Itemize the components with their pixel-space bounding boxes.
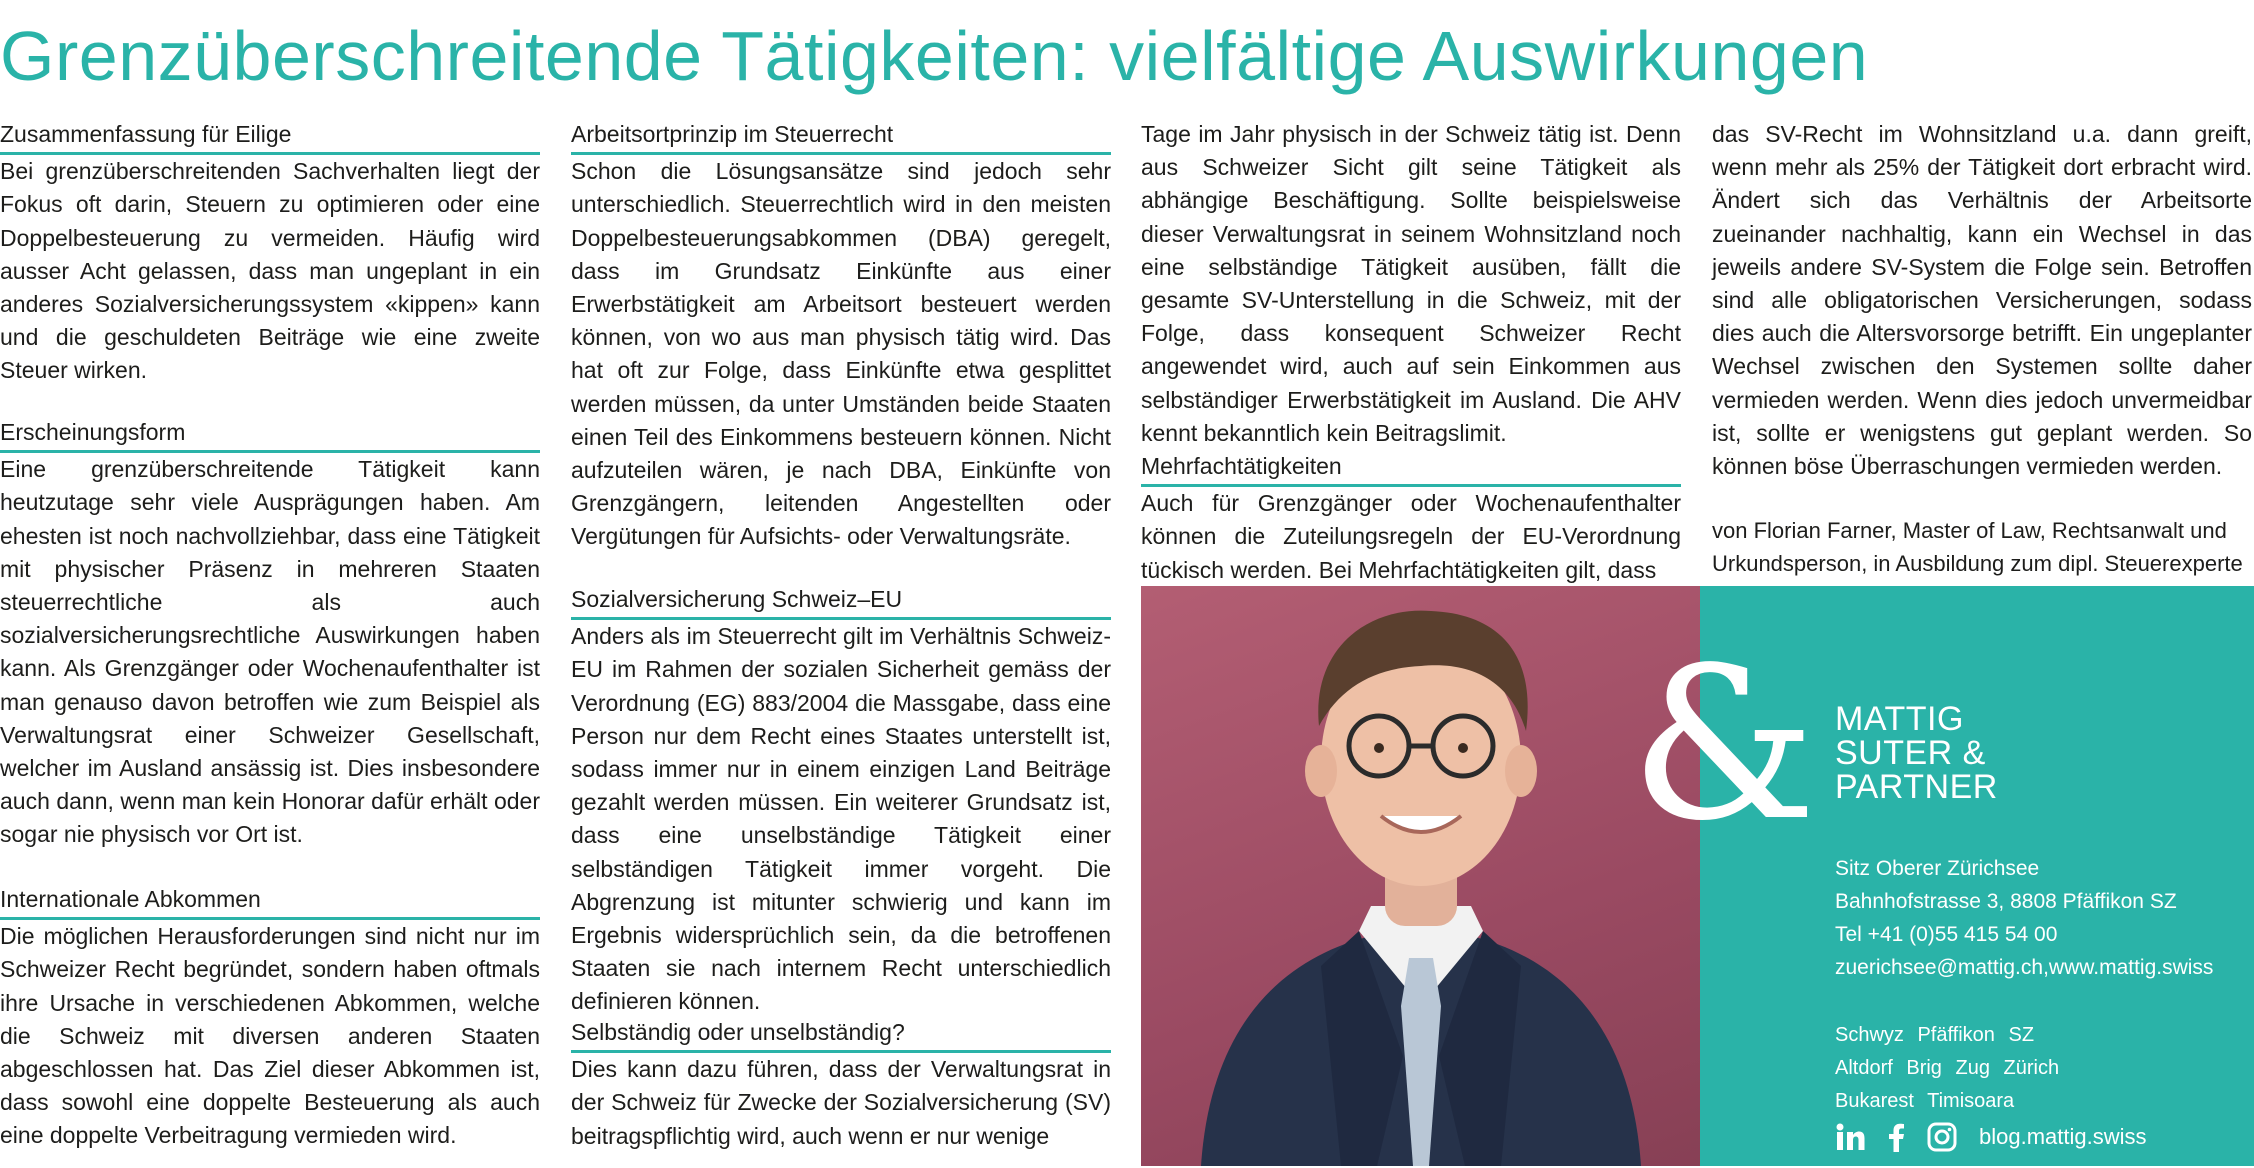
contact-email-web[interactable]: zuerichsee@mattig.ch,www.mattig.swiss [1835,956,2214,979]
social-links [1835,1120,2147,1154]
section-continuation [1712,118,2252,483]
firm-name-line: MATTIG [1835,700,1964,738]
signature-line: von Florian Farner, Master of Law, Rechtsanwalt und [1712,518,2227,543]
office-line: Bukarest Timisoara [1835,1090,2015,1112]
section-tax-principle [571,118,1111,554]
firm-name-line: SUTER & [1835,734,1986,772]
section-text: Die möglichen Herausforderungen sind nicht nur im Schweizer Recht begründet, sondern haben oftmals ihre Ursache in verschiedenen Abkommen, welche die Schweiz mit diversen anderen Staaten abgeschlossen hat. Das Ziel dieser Abkommen ist, dass sowohl eine doppelte Besteuerung als auch eine doppelte Verbeitragung vermieden wird. [0,923,540,1149]
section-heading: Zusammenfassung für Eilige [0,118,540,155]
office-line: Altdorf Brig Zug Zürich [1835,1057,2060,1079]
portrait-illustration [1141,586,1700,1166]
section-self-employed [571,1016,1111,1153]
author-portrait [1141,586,1700,1166]
section-heading: Selbständig oder unselbständig? [571,1016,1111,1053]
linkedin-icon[interactable] [1835,1123,1865,1151]
contact-location: Sitz Oberer Zürichsee [1835,857,2040,880]
facebook-icon[interactable] [1887,1122,1905,1152]
instagram-icon[interactable] [1927,1122,1957,1152]
section-heading: Sozialversicherung Schweiz–EU [571,583,1111,620]
section-text: Bei grenzüberschreitenden Sachverhalten liegt der Fokus oft darin, Steuern zu optimieren oder eine Doppelbesteuerung zu vermeiden. Häufig wird ausser Acht gelassen, dass man ungeplant in ein anderes Sozialversicherungssystem «kippen» kann und die geschuldeten Beiträge wie eine zweite Steuer wirken. [0,158,540,384]
signature-line: Urkundsperson, in Ausbildung zum dipl. Steuerexperte [1712,551,2243,577]
firm-offices [1835,1019,2059,1118]
contact-phone[interactable]: Tel +41 (0)55 415 54 00 [1835,923,2058,946]
section-text: Anders als im Steuerrecht gilt im Verhältnis Schweiz-EU im Rahmen der sozialen Sicherheit gemäss der Verordnung (EG) 883/2004 die Massgabe, dass eine Person nur dem Recht eines Staates unterstellt ist, sodass immer nur in einem einzigen Land Beiträge gezahlt werden müssen. Ein weiterer Grundsatz ist, dass eine unselbständige Tätigkeit einer selbständigen Tätigkeit immer vorgeht. Die Abgrenzung ist mitunter schwierig und kann im Ergebnis widersprüchlich sein, da die betroffenen Staaten sie nach internem Recht unterschiedlich definieren können. [571,623,1111,1015]
section-text: Eine grenzüberschreitende Tätigkeit kann heutzutage sehr viele Ausprägungen haben. Am ehesten ist noch nachvollziehbar, dass eine Tätigkeit mit physischer Präsenz in mehreren Staaten steuerrechtliche als auch sozialversicherungsrechtliche Auswirkungen haben kann. Als Grenzgänger oder Wochenaufenthalter ist man genauso davon betroffen wie zum Beispiel als Verwaltungsrat einer Schweizer Gesellschaft, welcher im Ausland ansässig ist. Dies insbesondere auch dann, wenn man kein Honorar dafür erhält oder sogar nie physisch vor Ort ist. [0,456,540,848]
section-heading: Internationale Abkommen [0,883,540,920]
section-text: das SV-Recht im Wohnsitzland u.a. dann greift, wenn mehr als 25% der Tätigkeit dort erbracht wird. Ändert sich das Verhältnis der Arbeitsorte zueinander nachhaltig, kann ein Wechsel in das jeweils andere SV-System die Folge sein. Betroffen sind alle obligatorischen Versicherungen, sodass dies auch die Altersvorsorge betrifft. Ein ungeplanter Wechsel zwischen den Systemen sollte daher vermieden werden. Wenn dies jedoch unvermeidbar ist, sollte er wenigstens gut geplant werden. So können böse Überraschungen vermieden werden. [1712,121,2252,480]
section-appearance [0,416,540,852]
section-text: Schon die Lösungsansätze sind jedoch sehr unterschiedlich. Steuerrechtlich wird in den meisten Doppelbesteuerungsabkommen (DBA) geregelt, dass im Grundsatz Einkünfte aus einer Erwerbstätigkeit am Arbeitsort besteuert werden können, von wo aus man physisch tätig wird. Das hat oft zur Folge, dass Einkünfte etwa gesplittet werden müssen, da unter Umständen beide Staaten einen Teil des Einkommens besteuern können. Nicht aufzuteilen wären, je nach DBA, Einkünfte von Grenzgängern, leitenden Angestellten oder Vergütungen für Aufsichts- oder Verwaltungsräte. [571,158,1111,550]
section-text: Auch für Grenzgänger oder Wochenaufenthalter können die Zuteilungsregeln der EU-Verordnung tückisch werden. Bei Mehrfachtätigkeiten gilt, dass [1141,490,1681,583]
firm-contact [1835,852,2213,984]
section-heading: Mehrfachtätigkeiten [1141,450,1681,487]
firm-name [1835,702,1998,804]
section-text: Dies kann dazu führen, dass der Verwaltungsrat in der Schweiz für Zwecke der Sozialversicherung (SV) beitragspflichtig wird, auch wenn er nur wenige [571,1056,1111,1149]
author-signature [1712,514,2252,580]
section-heading: Erscheinungsform [0,416,540,453]
section-multiple-activities [1141,450,1681,587]
section-heading: Arbeitsortprinzip im Steuerrecht [571,118,1111,155]
blog-link[interactable]: blog.mattig.swiss [1979,1124,2147,1149]
section-summary [0,118,540,388]
ampersand-logo: & [1630,622,1817,867]
office-line: Schwyz Pfäffikon SZ [1835,1024,2035,1046]
contact-address: Bahnhofstrasse 3, 8808 Pfäffikon SZ [1835,890,2177,913]
article-title: Grenzüberschreitende Tätigkeiten: vielfältige Auswirkungen [0,17,1869,95]
section-social-security [571,583,1111,1019]
section-agreements [0,883,540,1153]
firm-name-line: PARTNER [1835,768,1998,806]
section-text: Tage im Jahr physisch in der Schweiz tätig ist. Denn aus Schweizer Sicht gilt seine Tätigkeit als abhängige Beschäftigung. Sollte beispielsweise dieser Verwaltungsrat in seinem Wohnsitzland noch eine selbständige Tätigkeit ausüben, fällt die gesamte SV-Unterstellung in die Schweiz, mit der Folge, dass konsequent Schweizer Recht angewendet wird, auch auf sein Einkommen aus selbständiger Erwerbstätigkeit im Ausland. Die AHV kennt bekanntlich kein Beitragslimit. [1141,121,1681,446]
section-continuation [1141,118,1681,450]
